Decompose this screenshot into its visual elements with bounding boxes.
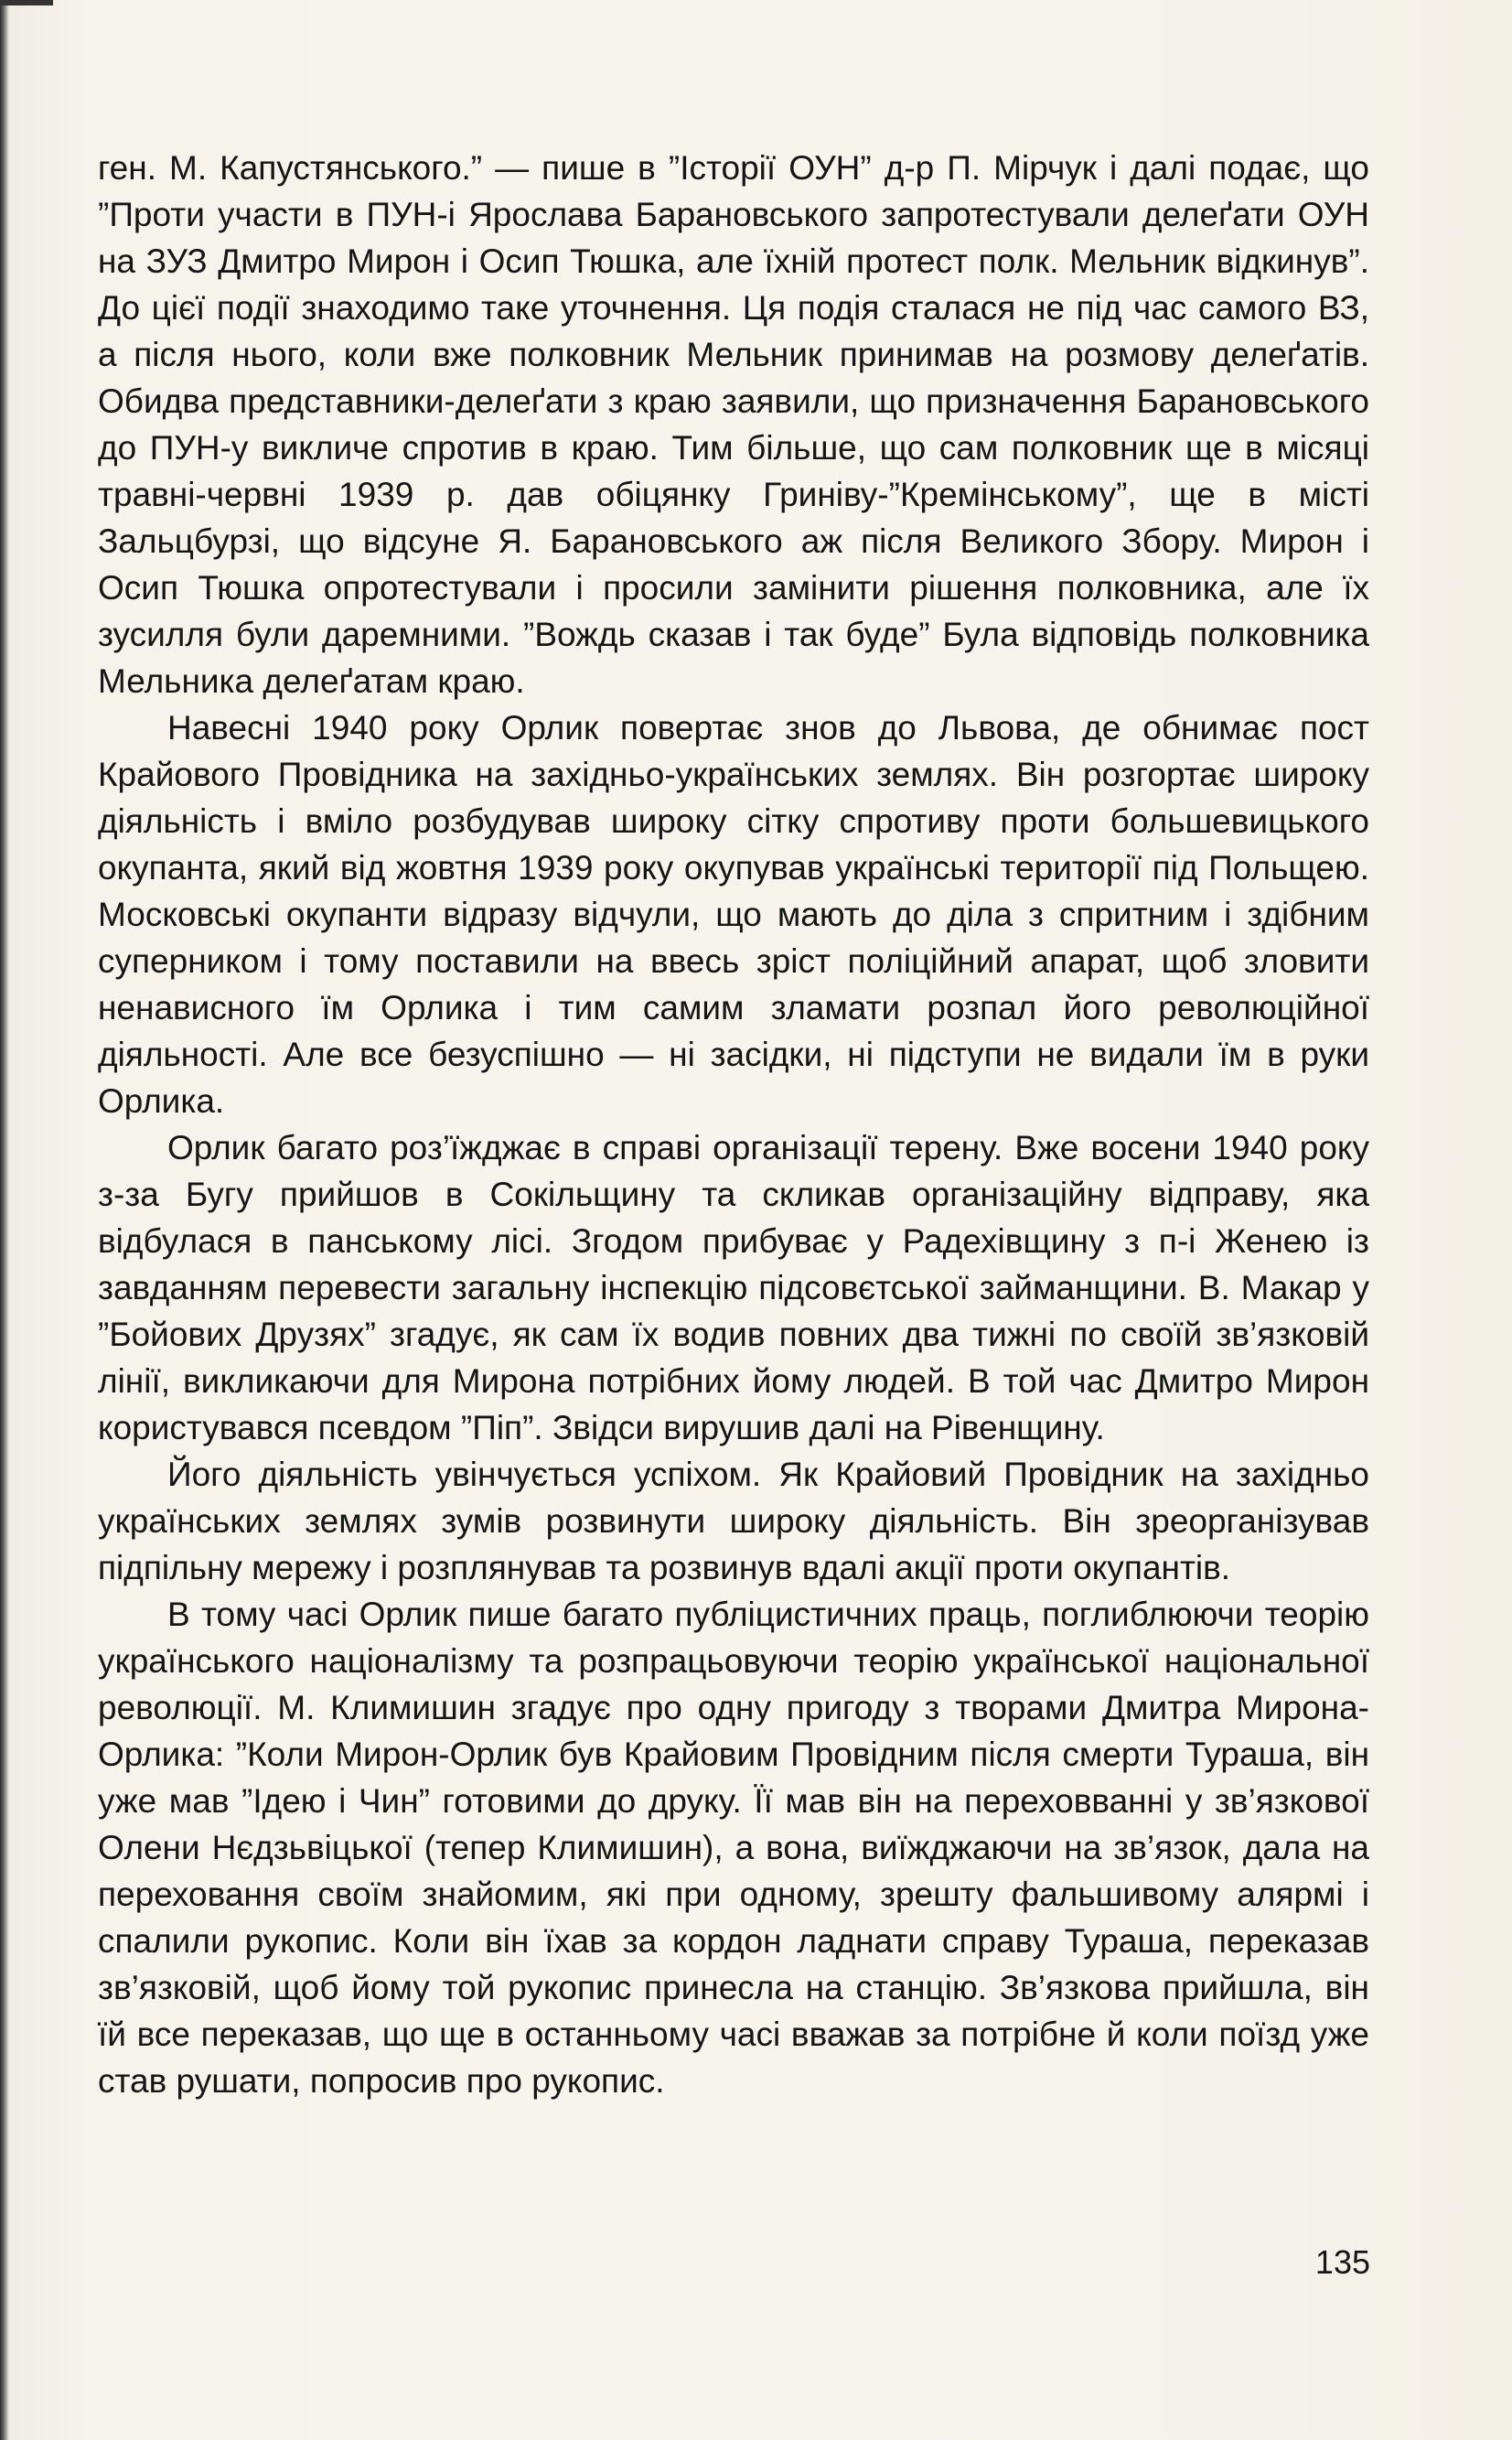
page-edge-shadow bbox=[0, 0, 9, 2440]
paragraph-2: Навесні 1940 року Орлик повертає знов до Львова, де обнимає пост Крайового Провідника на західньо-українських землях. Він розгортає широку діяльність і вміло розбудував широку сітку спротиву проти большевицького окупанта, який від жовтня 1939 року окупував українські території під Польщею. Московські окупанти відразу відчули, що мають до діла з спритним і здібним суперником і тому поставили на ввесь зріст поліційний апарат, щоб зловити ненависного їм Орлика і тим самим зламати розпал його революційної діяльності. Але все безуспішно — ні засідки, ні підступи не видали їм в руки Орлика. bbox=[98, 709, 1369, 1120]
paragraph-1: ген. М. Капустянського.” — пише в ”Історії ОУН” д-р П. Мірчук і далі подає, що ”Проти участи в ПУН-і Ярослава Барановського запротестували делеґати ОУН на ЗУЗ Дмитро Мирон і Осип Тюшка, але їхній протест полк. Мельник відкинув”. До цієї події знаходимо таке уточнення. Ця подія сталася не під час самого ВЗ, а після нього, коли вже полковник Мельник принимав на розмову делеґатів. Обидва представники-делеґати з краю заявили, що призначення Барановського до ПУН-у викличе спротив в краю. Тим більше, що сам полковник ще в місяці травні-червні 1939 р. дав обіцянку Гриніву-”Кремінському”, ще в місті Зальцбурзі, що відсуне Я. Барановського аж після Великого Збору. Мирон і Осип Тюшка опротестували і просили замінити рішення полковника, але їх зусилля були даремними. ”Вождь сказав і так буде” Була відповідь полковника Мельника делеґатам краю. bbox=[98, 149, 1369, 700]
paragraph-5: В тому часі Орлик пише багато публіцистичних праць, поглиблюючи теорію українського націоналізму та розпрацьовуючи теорію української національної революції. М. Климишин згадує про одну пригоду з творами Дмитра Мирона-Орлика: ”Коли Мирон-Орлик був Крайовим Провідним після смерти Тураша, він уже мав ”Ідею і Чин” готовими до друку. Її мав він на переховванні у зв’язкової Олени Нєдзьвіцької (тепер Климишин), а вона, виїжджаючи на зв’язок, дала на переховання своїм знайомим, які при одному, зрешту фальшивому алярмі і спалили рукопис. Коли він їхав за кордон ладнати справу Тураша, переказав зв’язковій, щоб йому той рукопис принесла на станцію. Зв’язкова прийшла, він їй все переказав, що ще в останньому часі вважав за потрібне й коли поїзд уже став рушати, попросив про рукопис. bbox=[98, 1596, 1369, 2100]
page-number: 135 bbox=[1314, 2243, 1370, 2281]
body-text bbox=[98, 145, 1369, 2104]
paragraph-3: Орлик багато роз’їжджає в справі організації терену. Вже восени 1940 року з-за Бугу прийшов в Сокільщину та скликав організаційну відправу, яка відбулася в панському лісі. Згодом прибуває у Радехівщину з п-і Женею із завданням перевести загальну інспекцію підсовєтської займанщини. В. Макар у ”Бойових Друзях” згадує, як сам їх водив повних два тижні по своїй зв’язковій лінії, викликаючи для Мирона потрібних йому людей. В той час Дмитро Мирон користувався псевдом ”Піп”. Звідси вирушив далі на Рівенщину. bbox=[98, 1129, 1369, 1446]
scan-edge-mark bbox=[0, 0, 53, 5]
paragraph-4: Його діяльність увінчується успіхом. Як Крайовий Провідник на західньо українських землях зумів розвинути широку діяльність. Він зреорганізував підпільну мережу і розплянував та розвинув вдалі акції проти окупантів. bbox=[98, 1456, 1369, 1586]
